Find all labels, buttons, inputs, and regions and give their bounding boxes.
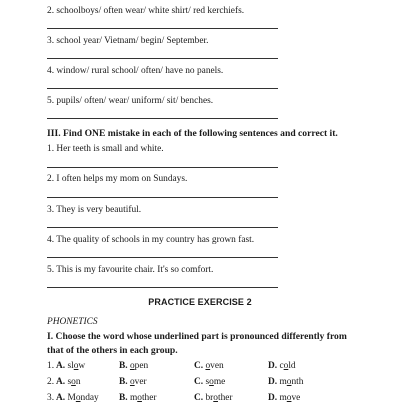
option-a[interactable]: A. son xyxy=(56,377,81,387)
option-a[interactable]: A. slow xyxy=(56,361,86,371)
phonetics-label: PHONETICS xyxy=(47,317,98,327)
exercise-2-item-5: 5. pupils/ often/ wear/ uniform/ sit/ benches. xyxy=(47,96,214,106)
phonetics-row-3 xyxy=(47,393,367,405)
exercise-2-item-2: 2. schoolboys/ often wear/ white shirt/ red kerchiefs. xyxy=(47,6,245,16)
phonetics-heading-line-1: I. Choose the word whose underlined part is pronounced differently from xyxy=(47,331,347,342)
option-b[interactable]: B. mother xyxy=(119,393,157,403)
question-number: 1. xyxy=(47,361,55,371)
option-c[interactable]: C. some xyxy=(194,377,226,387)
answer-line[interactable] xyxy=(47,58,278,59)
mistake-item-2: 2. I often helps my mom on Sundays. xyxy=(47,174,188,184)
answer-line[interactable] xyxy=(47,167,278,168)
mistake-item-3: 3. They is very beautiful. xyxy=(47,205,142,215)
answer-line[interactable] xyxy=(47,287,278,288)
phonetics-heading-line-2: that of the others in each group. xyxy=(47,345,178,356)
mistake-item-5: 5. This is my favourite chair. It's so comfort. xyxy=(47,265,214,275)
answer-line[interactable] xyxy=(47,197,278,198)
mistake-item-4: 4. The quality of schools in my country has grown fast. xyxy=(47,235,255,245)
question-number: 3. xyxy=(47,393,55,403)
option-b[interactable]: B. open xyxy=(119,361,149,371)
mistake-item-1: 1. Her teeth is small and white. xyxy=(47,144,164,154)
section-3-heading: III. Find ONE mistake in each of the following sentences and correct it. xyxy=(47,128,338,139)
exercise-2-item-3: 3. school year/ Vietnam/ begin/ September. xyxy=(47,36,209,46)
option-d[interactable]: D. move xyxy=(268,393,301,403)
exercise-2-item-4: 4. window/ rural school/ often/ have no panels. xyxy=(47,66,224,76)
question-number: 2. xyxy=(47,377,55,387)
answer-line[interactable] xyxy=(47,88,278,89)
answer-line[interactable] xyxy=(47,227,278,228)
answer-line[interactable] xyxy=(47,257,278,258)
practice-exercise-title: PRACTICE EXERCISE 2 xyxy=(148,297,252,307)
option-b[interactable]: B. over xyxy=(119,377,147,387)
phonetics-row-1 xyxy=(47,361,367,373)
option-d[interactable]: D. cold xyxy=(268,361,296,371)
answer-line[interactable] xyxy=(47,118,278,119)
answer-line[interactable] xyxy=(47,28,278,29)
phonetics-row-2 xyxy=(47,377,367,389)
option-c[interactable]: C. brother xyxy=(194,393,233,403)
option-c[interactable]: C. oven xyxy=(194,361,224,371)
option-a[interactable]: A. Monday xyxy=(56,393,99,403)
option-d[interactable]: D. month xyxy=(268,377,304,387)
